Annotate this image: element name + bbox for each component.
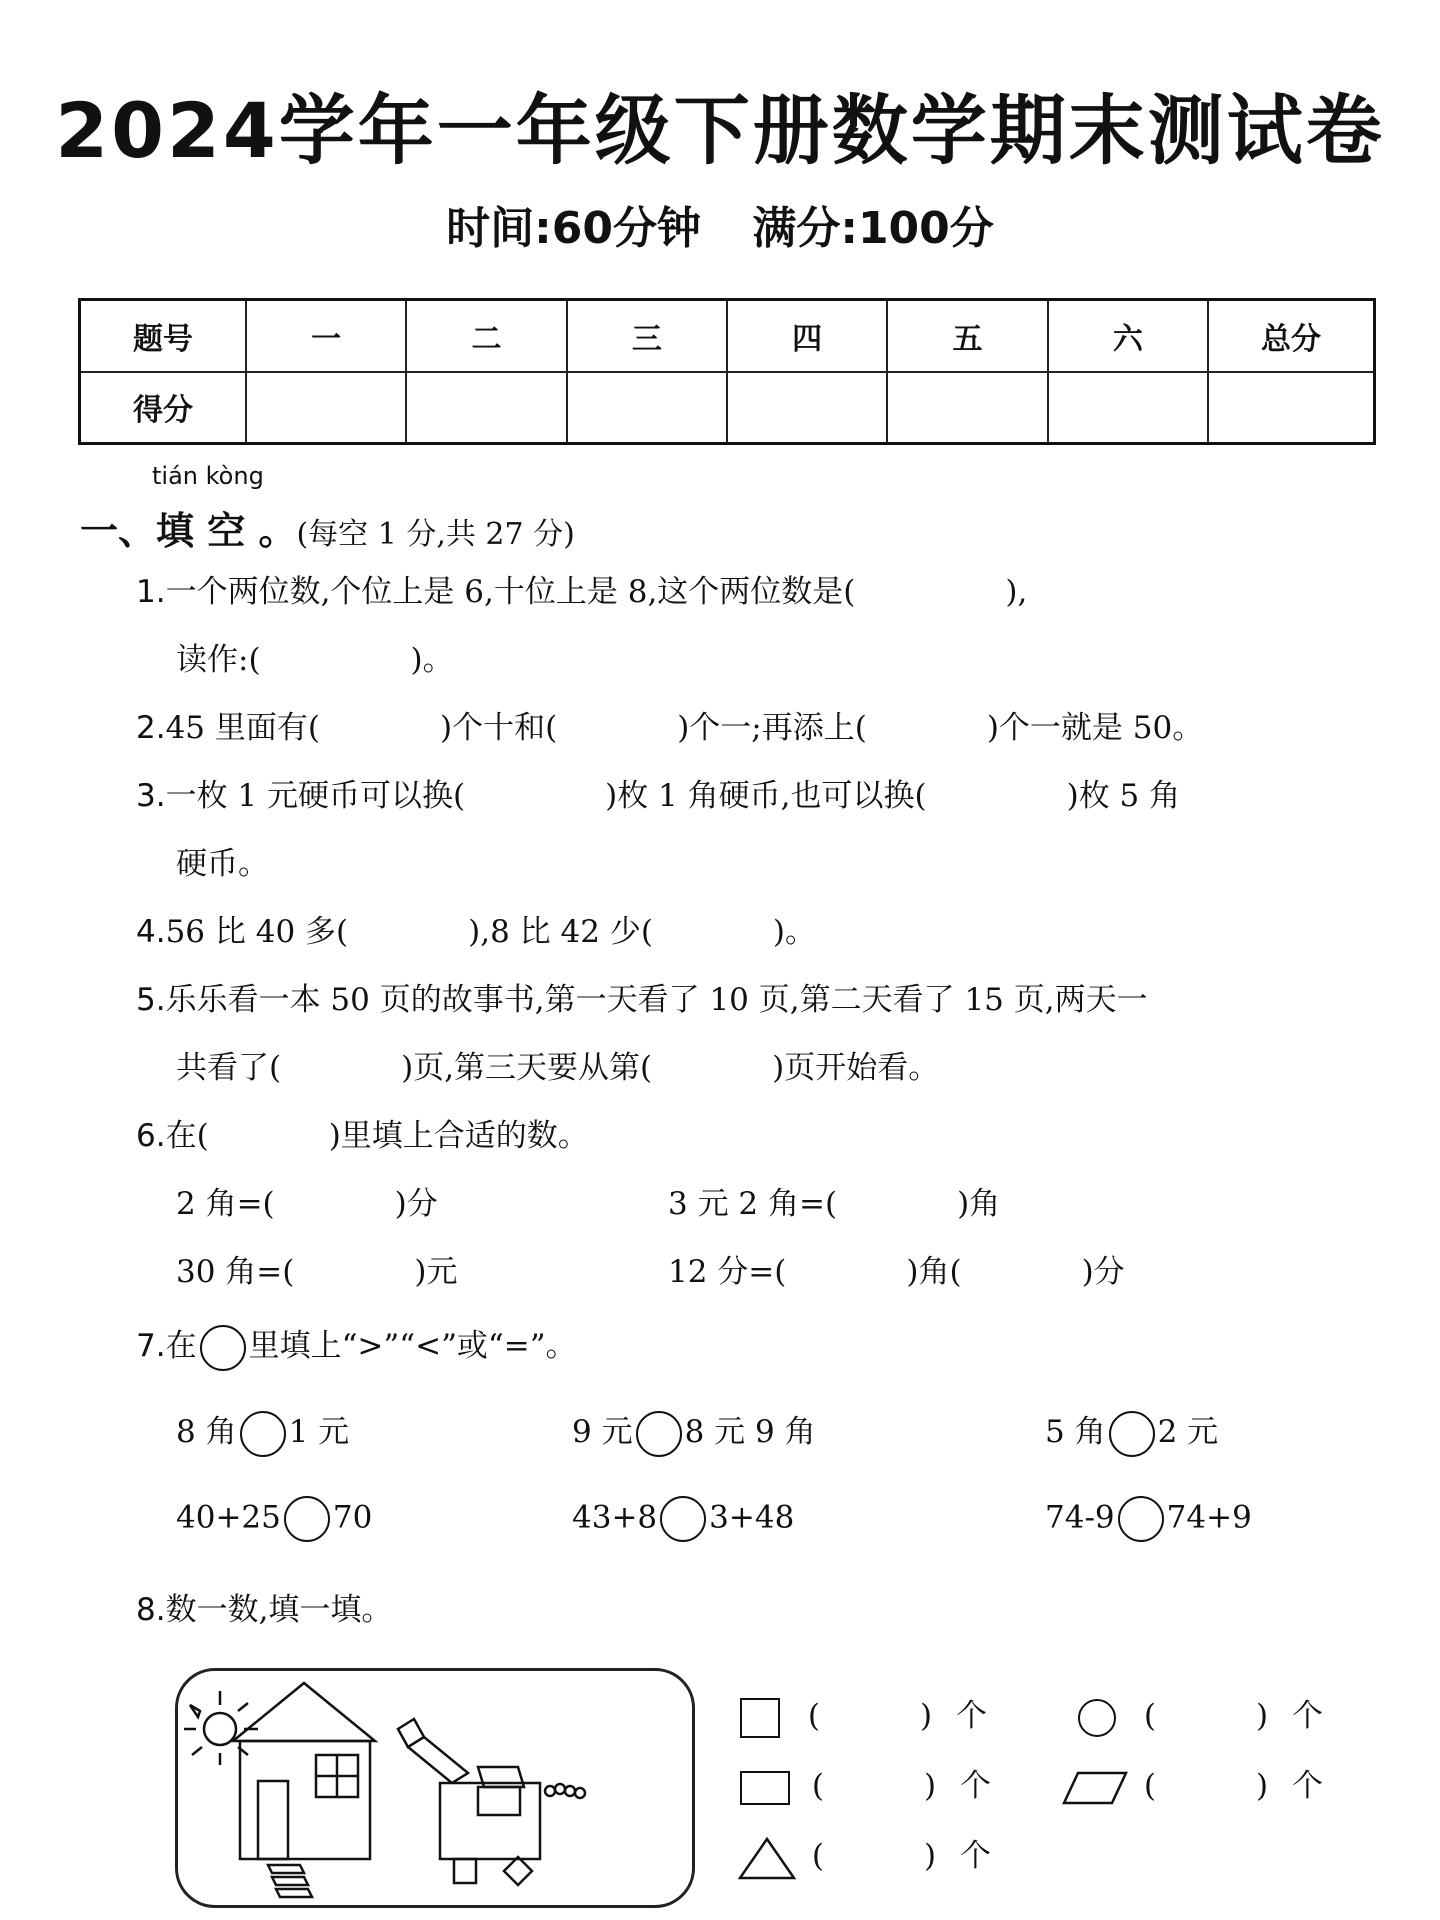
score-input-cell[interactable] bbox=[567, 372, 727, 444]
count-square bbox=[740, 1690, 987, 1738]
question-text: 读作:( bbox=[176, 642, 261, 678]
bracket: ) bbox=[1255, 1698, 1269, 1734]
question-text: )个十和( bbox=[439, 710, 558, 746]
score-input-cell[interactable] bbox=[1048, 372, 1208, 444]
sun-rays bbox=[184, 1691, 258, 1765]
question-text: 12 分=( bbox=[668, 1254, 787, 1290]
compare-item bbox=[572, 1406, 816, 1457]
question-number: 3. bbox=[136, 778, 166, 814]
question-text: ),8 比 42 少( bbox=[468, 914, 653, 950]
compare-left: 40+25 bbox=[176, 1499, 281, 1536]
compare-item bbox=[176, 1406, 349, 1457]
circle-shape-icon bbox=[1078, 1699, 1116, 1737]
question-number: 8. bbox=[136, 1592, 166, 1628]
question-text: )分 bbox=[394, 1186, 438, 1222]
question-text: )角( bbox=[906, 1254, 962, 1290]
score-input-cell[interactable] bbox=[727, 372, 887, 444]
score-table-cell: 二 bbox=[406, 300, 566, 372]
question-text: 在( bbox=[165, 1118, 209, 1154]
compare-circle[interactable] bbox=[284, 1496, 330, 1542]
question-text: 里填上“>”“<”或“=”。 bbox=[248, 1328, 577, 1364]
question-8 bbox=[136, 1584, 392, 1629]
question-number: 1. bbox=[136, 574, 166, 610]
parallelogram-icon bbox=[1062, 1770, 1128, 1806]
question-4 bbox=[136, 906, 816, 951]
question-text: )分 bbox=[1081, 1254, 1125, 1290]
exam-info bbox=[0, 192, 1440, 256]
question-text: )。 bbox=[772, 914, 817, 950]
crane-wheel-square bbox=[454, 1859, 476, 1883]
question-3-cont: 硬币。 bbox=[176, 846, 269, 882]
score-table-cell: 一 bbox=[246, 300, 406, 372]
shapes-picture-frame bbox=[175, 1668, 695, 1908]
house-door bbox=[258, 1781, 288, 1859]
compare-left: 74-9 bbox=[1045, 1499, 1115, 1536]
score-input-cell[interactable] bbox=[246, 372, 406, 444]
score-table-cell: 六 bbox=[1048, 300, 1208, 372]
question-7 bbox=[136, 1320, 577, 1371]
question-text: 56 比 40 多( bbox=[165, 914, 349, 950]
exam-time: 时间:60分钟 bbox=[446, 203, 702, 254]
score-table-cell: 总分 bbox=[1208, 300, 1375, 372]
score-table bbox=[78, 298, 1376, 445]
score-input-cell[interactable] bbox=[887, 372, 1047, 444]
compare-right: 2 元 bbox=[1157, 1414, 1219, 1450]
section-pinyin: tián kòng bbox=[152, 462, 264, 490]
score-table-cell: 题号 bbox=[80, 300, 247, 372]
house-roof bbox=[233, 1683, 375, 1741]
bracket: ) bbox=[1255, 1768, 1269, 1804]
bracket: ) bbox=[919, 1698, 933, 1734]
question-6-item bbox=[668, 1246, 1125, 1291]
question-2 bbox=[136, 702, 1203, 747]
question-text: )个一就是 50。 bbox=[986, 710, 1204, 746]
score-input-cell[interactable] bbox=[406, 372, 566, 444]
question-text: )页开始看。 bbox=[772, 1050, 940, 1086]
score-table-cell: 三 bbox=[567, 300, 727, 372]
section-heading bbox=[80, 500, 575, 555]
compare-right: 74+9 bbox=[1166, 1499, 1252, 1536]
question-text: 3 元 2 角=( bbox=[668, 1186, 838, 1222]
compare-right: 70 bbox=[332, 1499, 373, 1536]
compare-left: 43+8 bbox=[572, 1499, 658, 1536]
question-text: )页,第三天要从第( bbox=[401, 1050, 653, 1086]
score-table-header-row bbox=[80, 300, 1375, 372]
rectangle-icon bbox=[740, 1771, 790, 1805]
question-text: 30 角=( bbox=[176, 1254, 295, 1290]
count-rectangle bbox=[740, 1760, 991, 1805]
question-text: 2 角=( bbox=[176, 1186, 275, 1222]
unit-label: 个 bbox=[1291, 1768, 1323, 1804]
question-text: 一个两位数,个位上是 6,十位上是 8,这个两位数是( bbox=[165, 574, 856, 610]
question-6-item bbox=[668, 1178, 1000, 1223]
question-6-item bbox=[176, 1246, 457, 1291]
question-text: )里填上合适的数。 bbox=[328, 1118, 589, 1154]
question-number: 5. bbox=[136, 982, 166, 1018]
count-parallelogram bbox=[1062, 1760, 1323, 1806]
question-6-item bbox=[176, 1178, 438, 1223]
question-text: 乐乐看一本 50 页的故事书,第一天看了 10 页,第二天看了 15 页,两天一 bbox=[165, 982, 1148, 1018]
compare-item bbox=[572, 1496, 794, 1542]
question-text: 数一数,填一填。 bbox=[165, 1592, 393, 1628]
question-5-cont bbox=[176, 1042, 939, 1087]
question-6 bbox=[136, 1110, 589, 1155]
question-text: ), bbox=[1005, 574, 1028, 610]
compare-item bbox=[176, 1496, 372, 1542]
crane-body bbox=[440, 1783, 540, 1859]
compare-left: 8 角 bbox=[176, 1414, 237, 1450]
question-text: 45 里面有( bbox=[165, 710, 320, 746]
house-and-crane-drawing bbox=[178, 1671, 698, 1911]
question-text: )个一;再添上( bbox=[677, 710, 867, 746]
question-text: )角 bbox=[957, 1186, 1001, 1222]
score-table-cell: 五 bbox=[887, 300, 1047, 372]
question-text: )枚 1 角硬币,也可以换( bbox=[605, 778, 927, 814]
compare-circle[interactable] bbox=[636, 1411, 682, 1457]
crane-head bbox=[398, 1719, 424, 1747]
score-input-cell[interactable] bbox=[1208, 372, 1375, 444]
compare-circle[interactable] bbox=[240, 1411, 286, 1457]
question-number: 6. bbox=[136, 1118, 166, 1154]
section-title: 一、填 空 。 bbox=[80, 509, 297, 553]
question-1 bbox=[136, 566, 1027, 611]
compare-item bbox=[1045, 1406, 1218, 1457]
square-icon bbox=[740, 1698, 780, 1738]
bracket: ) bbox=[923, 1838, 937, 1874]
question-5 bbox=[136, 974, 1148, 1019]
score-table-cell: 四 bbox=[727, 300, 887, 372]
section-note: (每空 1 分,共 27 分) bbox=[296, 517, 575, 552]
bracket: ) bbox=[923, 1768, 937, 1804]
compare-circle[interactable] bbox=[660, 1496, 706, 1542]
count-triangle bbox=[738, 1830, 991, 1880]
bracket: ( bbox=[1143, 1768, 1156, 1804]
unit-label: 个 bbox=[959, 1838, 991, 1874]
unit-label: 个 bbox=[1291, 1698, 1323, 1734]
bracket: ( bbox=[1143, 1698, 1156, 1734]
score-table-score-row bbox=[80, 372, 1375, 444]
circle-icon bbox=[200, 1325, 246, 1371]
question-text: )枚 5 角 bbox=[1066, 778, 1181, 814]
question-text: 在 bbox=[165, 1328, 197, 1364]
exam-full-score: 满分:100分 bbox=[752, 203, 994, 254]
score-table-cell: 得分 bbox=[80, 372, 247, 444]
question-3 bbox=[136, 770, 1180, 815]
step-parallelogram bbox=[276, 1889, 312, 1897]
compare-right: 8 元 9 角 bbox=[684, 1414, 816, 1450]
question-text: 一枚 1 元硬币可以换( bbox=[165, 778, 466, 814]
question-text: )。 bbox=[410, 642, 454, 678]
page-title: 2024学年一年级下册数学期末测试卷 bbox=[55, 86, 1385, 175]
bracket: ( bbox=[811, 1768, 824, 1804]
question-number: 7. bbox=[136, 1328, 166, 1364]
compare-left: 9 元 bbox=[572, 1414, 633, 1450]
house-body bbox=[240, 1741, 370, 1859]
crane-wheel-diamond bbox=[504, 1857, 532, 1885]
count-circle bbox=[1078, 1690, 1323, 1737]
unit-label: 个 bbox=[959, 1768, 991, 1804]
triangle-icon bbox=[738, 1836, 796, 1880]
question-text: 共看了( bbox=[176, 1050, 282, 1086]
compare-right: 3+48 bbox=[709, 1499, 795, 1536]
question-text: )元 bbox=[414, 1254, 458, 1290]
question-number: 4. bbox=[136, 914, 166, 950]
compare-right: 1 元 bbox=[288, 1414, 350, 1450]
compare-item bbox=[1045, 1496, 1252, 1542]
crane-arm bbox=[408, 1737, 468, 1783]
step-parallelogram bbox=[268, 1865, 304, 1873]
compare-left: 5 角 bbox=[1045, 1414, 1106, 1450]
question-number: 2. bbox=[136, 710, 166, 746]
compare-circle[interactable] bbox=[1109, 1411, 1155, 1457]
compare-circle[interactable] bbox=[1118, 1496, 1164, 1542]
unit-label: 个 bbox=[955, 1698, 987, 1734]
sun-circle bbox=[204, 1713, 236, 1745]
bracket: ( bbox=[811, 1838, 824, 1874]
step-parallelogram bbox=[272, 1877, 308, 1885]
crane-box bbox=[478, 1787, 520, 1815]
question-1-cont bbox=[176, 634, 454, 679]
bracket: ( bbox=[807, 1698, 820, 1734]
